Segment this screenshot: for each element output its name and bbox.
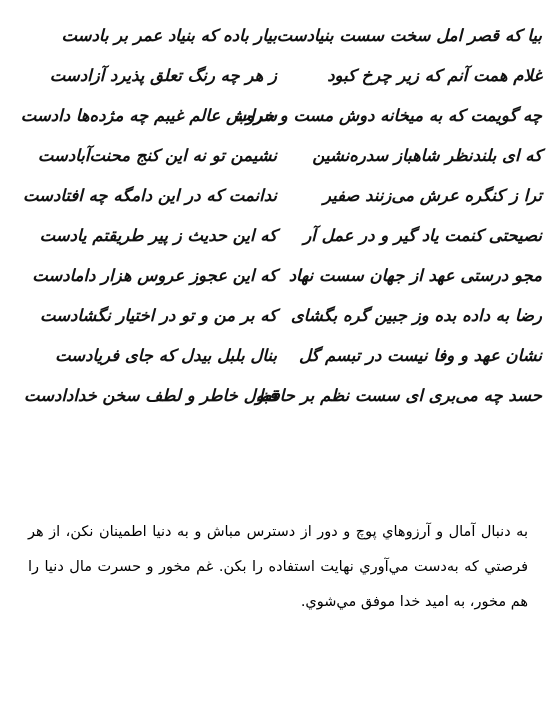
- verse-7-left-hemistich: که این عجوز عروس هزار دامادست: [32, 266, 277, 285]
- verse-8-right-hemistich: رضا به داده بده وز جبین گره بگشای: [290, 306, 542, 325]
- verse-8-left-hemistich: که بر من و تو در اختیار نگشادست: [40, 306, 277, 325]
- verse-8: [22, 298, 542, 334]
- verse-5-left-hemistich: ندانمت که در این دامگه چه افتادست: [22, 186, 277, 205]
- verse-7-right-hemistich: مجو درستی عهد از جهان سست نهاد: [288, 266, 542, 285]
- verse-3-right-hemistich: چه گویمت که به میخانه دوش مست و خراب: [234, 106, 542, 125]
- verse-4-right-hemistich: که ای بلندنظر شاهباز سدره‌نشین: [312, 146, 542, 165]
- verse-5: [22, 178, 542, 214]
- verse-4: [22, 138, 542, 174]
- verse-9: [22, 338, 542, 374]
- verse-9-right-hemistich: نشان عهد و وفا نیست در تبسم گل: [298, 346, 542, 365]
- verse-10: [22, 378, 542, 414]
- verse-10-left-hemistich: قبول خاطر و لطف سخن خدادادست: [24, 386, 277, 405]
- prose-paragraph: به دنبال آمال و آرزوهاي پوچ و دور از دسترس مباش و به دنيا اطمينان نكن، از هر فرصتي كه به‌دست مي‌آوري نهايت استفاده را بكن. غم مخور و حسرت مال دنيا را هم مخور، به اميد خدا موفق مي‌شوي.: [28, 524, 528, 610]
- verse-1-left-hemistich: بیار باده که بنیاد عمر بر بادست: [61, 26, 277, 45]
- verse-1: [22, 18, 542, 54]
- verse-3: [22, 98, 542, 134]
- verse-6-right-hemistich: نصیحتی کنمت یاد گیر و در عمل آر: [303, 226, 542, 245]
- verse-4-left-hemistich: نشیمن تو نه این کنج محنت‌آبادست: [37, 146, 277, 165]
- verse-2: [22, 58, 542, 94]
- verse-6: [22, 218, 542, 254]
- verse-9-left-hemistich: بنال بلبل بیدل که جای فریادست: [55, 346, 277, 365]
- verse-3-left-hemistich: سروش عالم غیبم چه مژده‌ها دادست: [20, 106, 277, 125]
- verse-7: [22, 258, 542, 294]
- verse-10-right-hemistich: حسد چه می‌بری ای سست نظم بر حافظ: [256, 386, 542, 405]
- verse-5-right-hemistich: ترا ز کنگره عرش می‌زنند صفیر: [323, 186, 542, 205]
- verse-1-right-hemistich: بیا که قصر امل سخت سست بنیادست: [276, 26, 542, 45]
- poem-block: [22, 18, 542, 438]
- verse-6-left-hemistich: که این حدیث ز پیر طریقتم یادست: [39, 226, 277, 245]
- verse-2-right-hemistich: غلام همت آنم که زیر چرخ کبود: [327, 66, 542, 85]
- verse-2-left-hemistich: ز هر چه رنگ تعلق پذیرد آزادست: [49, 66, 277, 85]
